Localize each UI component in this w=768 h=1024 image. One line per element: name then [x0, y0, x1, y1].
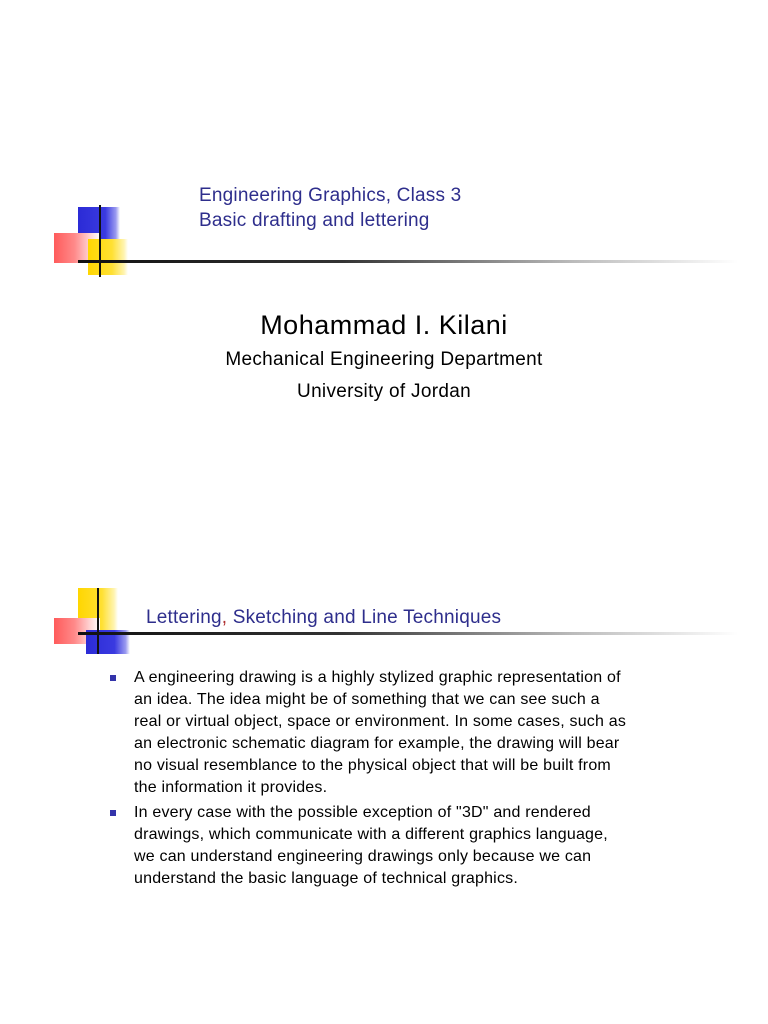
title-line-2: Basic drafting and lettering [199, 210, 430, 231]
slide-title [199, 183, 461, 233]
bullet-square-icon [110, 675, 116, 681]
logo-vertical-line [97, 588, 99, 654]
title-part-rest: Sketching and Line Techniques [227, 607, 502, 628]
title-line-1: Engineering Graphics, Class 3 [199, 185, 462, 206]
bullet-text: A engineering drawing is a highly stylized graphic representation of an idea. The idea might be of something that we can see such a real or virtual object, space or environment. In some cases, such as an electronic schematic diagram for example, the drawing will bear no visual resemblance to the physical object that will be built from the information it provides. [134, 669, 627, 796]
title-underline [78, 260, 738, 263]
bullet-list [108, 667, 628, 893]
bullet-text: In every case with the possible exception of "3D" and rendered drawings, which communicate with a different graphics language, we can understand engineering drawings only because we can understand the basic language of technical graphics. [134, 804, 608, 887]
slide-title [146, 607, 501, 629]
logo-yellow-square [88, 239, 128, 275]
list-item [108, 802, 628, 890]
bullet-square-icon [110, 810, 116, 816]
title-part-lettering: Lettering [146, 607, 222, 628]
slide-2 [0, 512, 768, 1024]
title-comma: , [221, 607, 228, 628]
logo-vertical-line [99, 205, 101, 277]
author-name: Mohammad I. Kilani [260, 310, 508, 340]
department: Mechanical Engineering Department [225, 349, 543, 370]
university: University of Jordan [297, 381, 471, 402]
title-underline [78, 632, 738, 635]
list-item [108, 667, 628, 799]
